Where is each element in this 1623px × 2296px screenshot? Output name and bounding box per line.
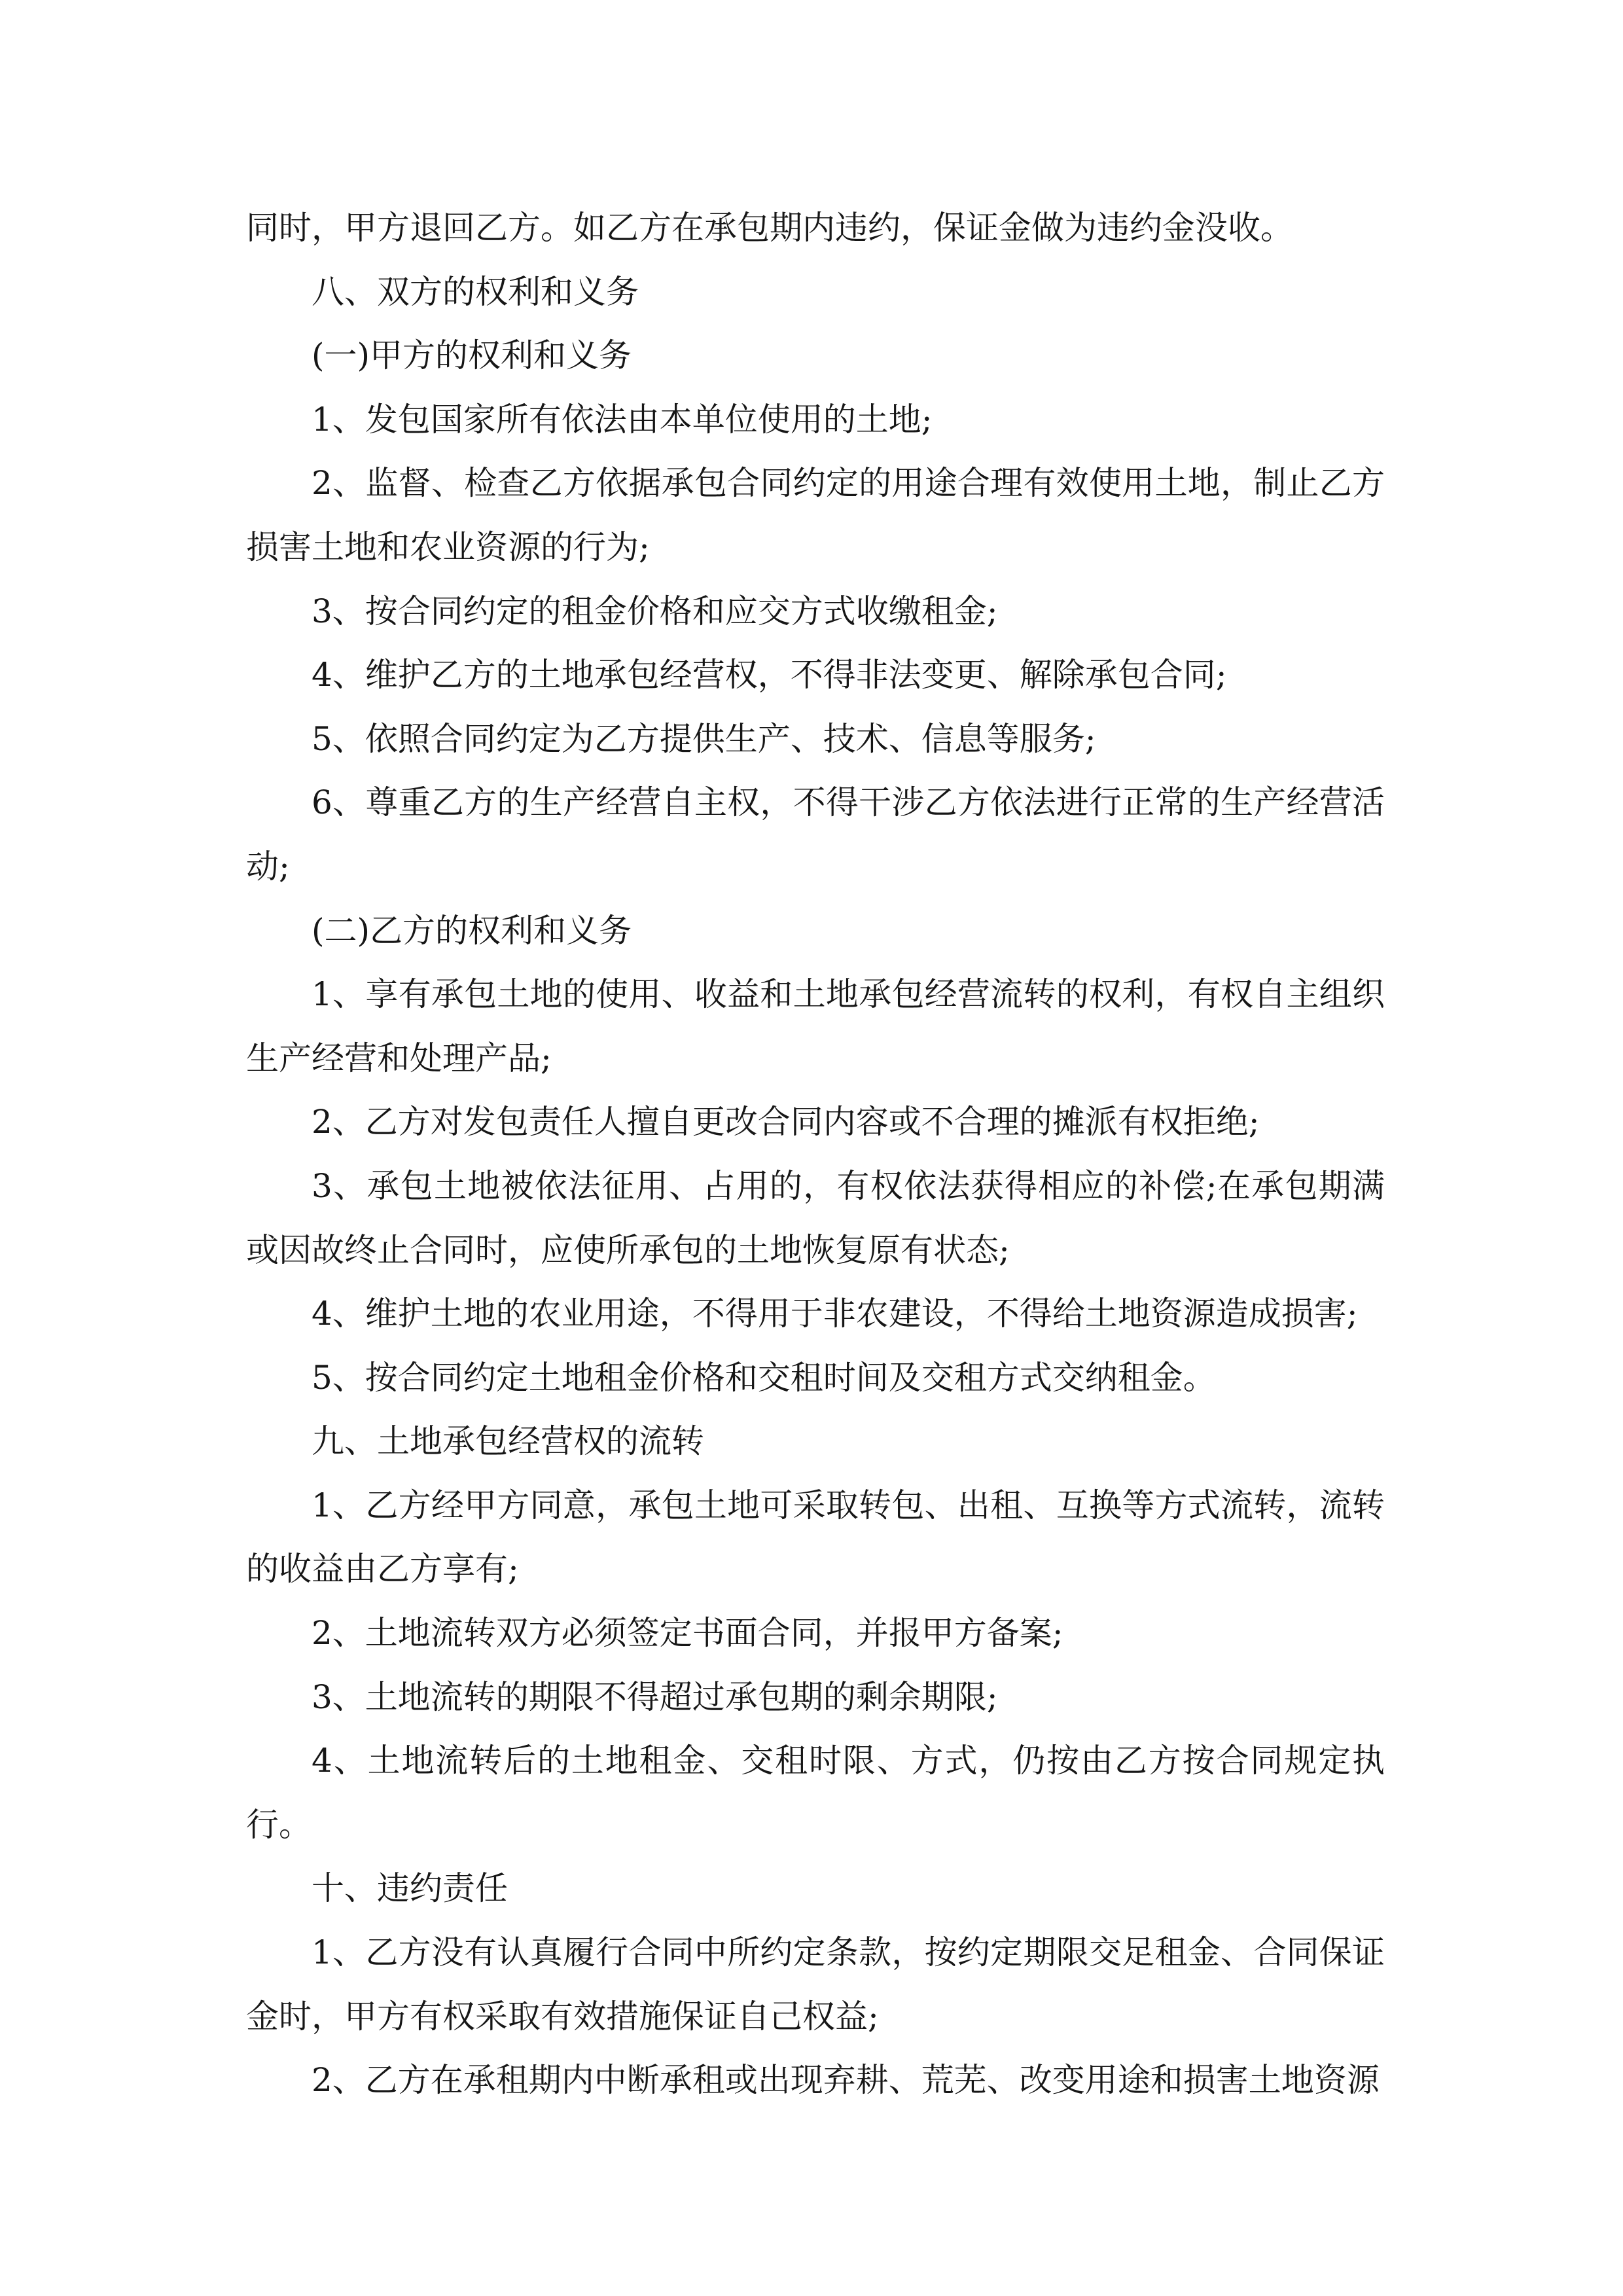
section-heading-liability: 十、违约责任: [312, 1869, 508, 1908]
paragraph-party-b-item-1: 1、享有承包土地的使用、收益和土地承包经营流转的权利，有权自主组织生产经营和处理产品;: [246, 975, 1385, 1077]
document-body: [246, 196, 1385, 2113]
section-heading-transfer: 九、土地承包经营权的流转: [312, 1422, 704, 1461]
subsection-heading-party-b: (二)乙方的权利和义务: [312, 911, 632, 950]
subsection-heading-party-a: (一)甲方的权利和义务: [312, 336, 632, 375]
paragraph-party-a-item-4: 4、维护乙方的土地承包经营权，不得非法变更、解除承包合同;: [312, 656, 1227, 694]
paragraph-liability-item-1: 1、乙方没有认真履行合同中所约定条款，按约定期限交足租金、合同保证金时，甲方有权采取有效措施保证自己权益;: [246, 1933, 1385, 2036]
paragraph-deposit-return: 同时，甲方退回乙方。如乙方在承包期内违约，保证金做为违约金没收。: [246, 209, 1293, 247]
paragraph-party-b-item-2: 2、乙方对发包责任人擅自更改合同内容或不合理的摊派有权拒绝;: [312, 1103, 1260, 1141]
paragraph-party-a-item-3: 3、按合同约定的租金价格和应交方式收缴租金;: [312, 592, 998, 630]
paragraph-party-b-item-3: 3、承包土地被依法征用、占用的，有权依法获得相应的补偿;在承包期满或因故终止合同时，应使所承包的土地恢复原有状态;: [246, 1166, 1385, 1269]
paragraph-party-b-item-5: 5、按合同约定土地租金价格和交租时间及交租方式交纳租金。: [312, 1358, 1216, 1397]
paragraph-party-b-item-4: 4、维护土地的农业用途，不得用于非农建设，不得给土地资源造成损害;: [312, 1295, 1358, 1333]
paragraph-party-a-item-6: 6、尊重乙方的生产经营自主权，不得干涉乙方依法进行正常的生产经营活动;: [246, 783, 1385, 886]
paragraph-transfer-item-3: 3、土地流转的期限不得超过承包期的剩余期限;: [312, 1677, 998, 1716]
paragraph-transfer-item-2: 2、土地流转双方必须签定书面合同，并报甲方备案;: [312, 1614, 1063, 1653]
paragraph-transfer-item-4: 4、土地流转后的土地租金、交租时限、方式，仍按由乙方按合同规定执行。: [246, 1742, 1385, 1844]
paragraph-party-a-item-5: 5、依照合同约定为乙方提供生产、技术、信息等服务;: [312, 719, 1096, 758]
paragraph-party-a-item-1: 1、发包国家所有依法由本单位使用的土地;: [312, 400, 933, 439]
paragraph-liability-item-2: 2、乙方在承租期内中断承租或出现弃耕、荒芜、改变用途和损害土地资源: [312, 2061, 1380, 2100]
paragraph-transfer-item-1: 1、乙方经甲方同意，承包土地可采取转包、出租、互换等方式流转，流转的收益由乙方享有;: [246, 1486, 1385, 1588]
paragraph-party-a-item-2: 2、监督、检查乙方依据承包合同约定的用途合理有效使用土地，制止乙方损害土地和农业资源的行为;: [246, 464, 1385, 566]
section-heading-rights-obligations: 八、双方的权利和义务: [312, 272, 639, 311]
